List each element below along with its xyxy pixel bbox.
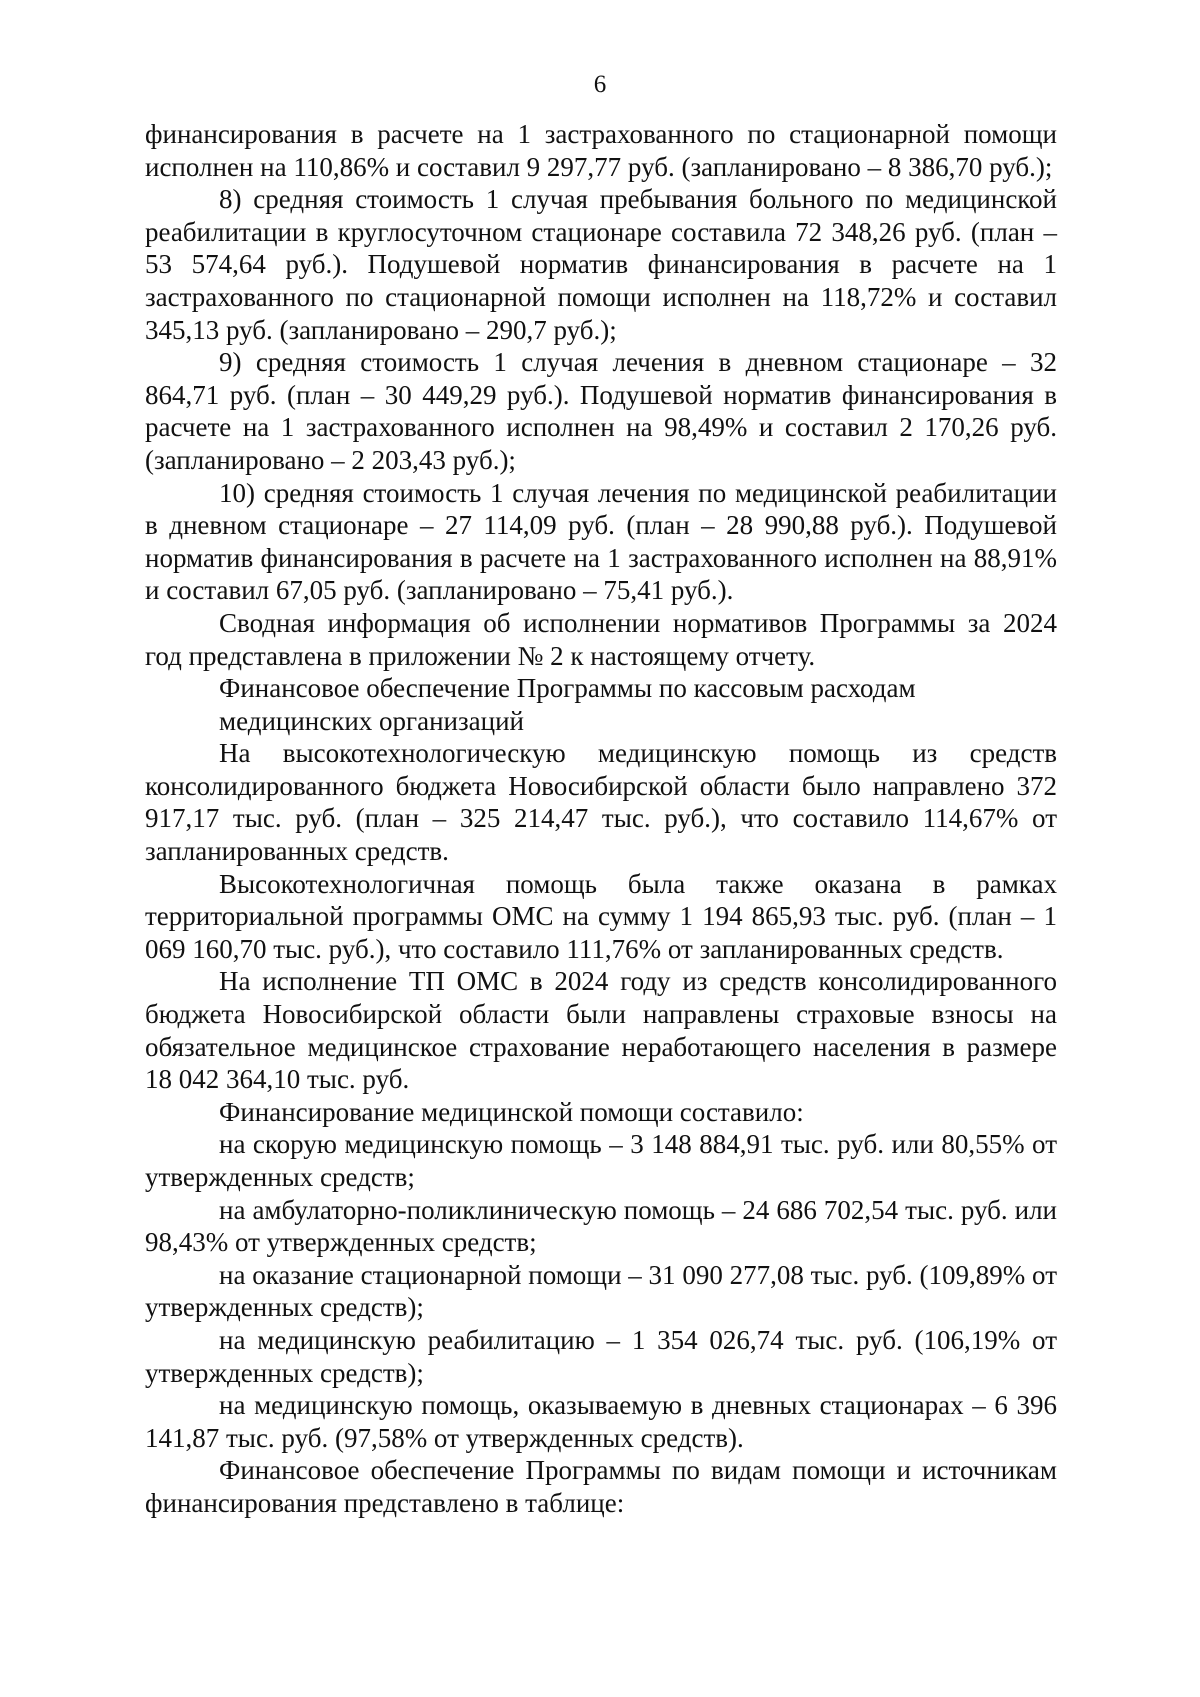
paragraph-table-intro: Финансовое обеспечение Программы по видам помощи и источникам финансирования представлено в таблице: xyxy=(145,1455,1057,1518)
paragraph-high-tech-oms: Высокотехнологичная помощь была также оказана в рамках территориальной программы ОМС на сумму 1 194 865,93 тыс. руб. (план – 1 069 160,70 тыс. руб.), что составило 111,76% от запланированных средств. xyxy=(145,868,1057,964)
section-heading xyxy=(145,672,1057,737)
paragraph-continuation: финансирования в расчете на 1 застрахованного по стационарной помощи исполнен на 110,86% и составил 9 297,77 руб. (запланировано – 8 386,70 руб.); xyxy=(145,119,1057,182)
page-number: 6 xyxy=(593,71,607,98)
paragraph-item-8: 8) средняя стоимость 1 случая пребывания больного по медицинской реабилитации в круглосуточном стационаре составила 72 348,26 руб. (план – 53 574,64 руб.). Подушевой норматив финансирования в расчете на 1 застрахованного по стационарной помощи исполнен на 118,72% и составил 345,13 руб. (запланировано – 290,7 руб.); xyxy=(145,184,1057,345)
paragraph-outpatient-care: на амбулаторно-поликлиническую помощь – 24 686 702,54 тыс. руб. или 98,43% от утвержденных средств; xyxy=(145,1194,1057,1258)
paragraph-summary: Сводная информация об исполнении нормативов Программы за 2024 год представлена в приложении № 2 к настоящему отчету. xyxy=(145,607,1057,671)
paragraph-item-10: 10) средняя стоимость 1 случая лечения по медицинской реабилитации в дневном стационаре – 27 114,09 руб. (план – 28 990,88 руб.). Подушевой норматив финансирования в расчете на 1 застрахованного исполнен на 88,91% и составил 67,05 руб. (запланировано – 75,41 руб.). xyxy=(145,477,1057,606)
paragraph-emergency-care: на скорую медицинскую помощь – 3 148 884,91 тыс. руб. или 80,55% от утвержденных средств; xyxy=(145,1129,1057,1192)
paragraph-rehabilitation: на медицинскую реабилитацию – 1 354 026,74 тыс. руб. (106,19% от утвержденных средств); xyxy=(145,1324,1057,1388)
document-body xyxy=(145,118,1057,1520)
section-heading-line-2: медицинских организаций xyxy=(219,705,525,736)
paragraph-inpatient-care: на оказание стационарной помощи – 31 090 277,08 тыс. руб. (109,89% от утвержденных средств); xyxy=(145,1259,1057,1323)
paragraph-insurance-contributions: На исполнение ТП ОМС в 2024 году из средств консолидированного бюджета Новосибирской области были направлены страховые взносы на обязательное медицинское страхование неработающего населения в размере 18 042 364,10 тыс. руб. xyxy=(145,966,1057,1095)
paragraph-day-hospital: на медицинскую помощь, оказываемую в дневных стационарах – 6 396 141,87 тыс. руб. (97,58% от утвержденных средств). xyxy=(145,1390,1057,1453)
paragraph-financing-intro: Финансирование медицинской помощи составило: xyxy=(219,1096,804,1127)
paragraph-item-9: 9) средняя стоимость 1 случая лечения в дневном стационаре – 32 864,71 руб. (план – 30 449,29 руб.). Подушевой норматив финансирования в расчете на 1 застрахованного исполнен на 98,49% и составил 2 170,26 руб. (запланировано – 2 203,43 руб.); xyxy=(145,347,1057,475)
paragraph-high-tech-budget: На высокотехнологическую медицинскую помощь из средств консолидированного бюджета Новосибирской области было направлено 372 917,17 тыс. руб. (план – 325 214,47 тыс. руб.), что составило 114,67% от запланированных средств. xyxy=(145,738,1057,867)
section-heading-line-1: Финансовое обеспечение Программы по кассовым расходам xyxy=(219,673,916,704)
